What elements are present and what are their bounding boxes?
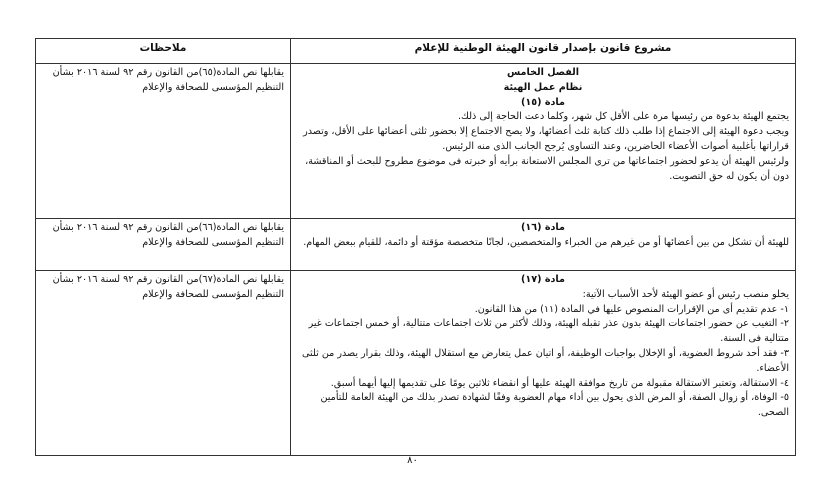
article-title: مادة (١٦) bbox=[521, 222, 565, 233]
article-paragraph: ويجب دعوة الهيئة إلى الاجتماع إذا طلب ذلك كتابة ثلث أعضائها، ولا يصح الاجتماع إلا بحضور ثلثى أعضائها على الأقل، وتصدر قراراتها بأغلبية أصوات الأعضاء الحاضرين، وعند التساوى يُرجح الجانب الذى منه الرئيس. bbox=[303, 126, 789, 152]
article-paragraph: يجتمع الهيئة بدعوة من رئيسها مرة على الأقل كل شهر، وكلما دعت الحاجة إلى ذلك. bbox=[458, 111, 789, 123]
list-item: ٢- التغيب عن حضور اجتماعات الهيئة بدون عذر تقبله الهيئة، وذلك لأكثر من ثلاث اجتماعات متتالية، أو خمس اجتماعات غير متتالية فى السنة. bbox=[308, 318, 789, 345]
note-cell: يقابلها نص المادة(٦٧)من القانون رقم ٩٢ لسنة ٢٠١٦ بشأن التنظيم المؤسسى للصحافة والإعلام bbox=[36, 271, 291, 456]
list-item: ١- عدم تقديم أى من الإقرارات المنصوص عليها في المادة (١١) من هذا القانون. bbox=[474, 303, 789, 315]
article-cell bbox=[291, 64, 796, 219]
table-row bbox=[36, 64, 796, 219]
section-title: نظام عمل الهيئة bbox=[503, 81, 583, 93]
chapter-title: الفصل الخامس bbox=[506, 67, 580, 78]
list-item: ٣- فقد أحد شروط العضوية، أو الإخلال بواجبات الوظيفة، أو اتيان عمل يتعارض مع استقلال الهيئة، وذلك بقرار يصدر من ثلثى الأعضاء. bbox=[302, 347, 789, 374]
article-cell bbox=[291, 219, 796, 271]
notes-column-header: ملاحظات bbox=[36, 39, 291, 64]
article-paragraph: ولرئيس الهيئة أن يدعو لحضور اجتماعاتها من ترى المجلس الاستعانة برأيه أو خبرته فى موضوع مطروح للبحث أو المناقشة، دون أن يكون له حق التصويت. bbox=[305, 155, 789, 182]
table-row bbox=[36, 219, 796, 271]
article-paragraph: للهيئة أن تشكل من بين أعضائها أو من غيرهم من الخبراء والمتخصصين، لجانًا متخصصة مؤقتة أو دائمة، للقيام ببعض المهام. bbox=[303, 236, 789, 248]
table-header-row bbox=[36, 39, 796, 64]
note-cell: يقابلها نص المادة(٦٦)من القانون رقم ٩٢ لسنة ٢٠١٦ بشأن التنظيم المؤسسى للصحافة والإعلام bbox=[36, 219, 291, 271]
table-row bbox=[36, 271, 796, 456]
comparison-table bbox=[35, 38, 796, 456]
article-intro: يخلو منصب رئيس أو عضو الهيئة لأحد الأسباب الآتية: bbox=[582, 288, 789, 300]
article-cell bbox=[291, 271, 796, 456]
main-column-header: مشروع قانون بإصدار قانون الهيئة الوطنية للإعلام bbox=[291, 39, 796, 64]
article-title: مادة (١٧) bbox=[521, 274, 565, 285]
article-title: مادة (١٥) bbox=[521, 96, 565, 108]
note-cell: يقابلها نص المادة(٦٥)من القانون رقم ٩٢ لسنة ٢٠١٦ بشأن التنظيم المؤسسى للصحافة والإعلام bbox=[36, 64, 291, 219]
page-number: ٨٠ bbox=[407, 455, 418, 466]
list-item: ٤- الاستقالة، وتعتبر الاستقالة مقبولة من تاريخ موافقة الهيئة عليها أو انقضاء ثلاثين يومًا على تقديمها إليها أيهما أسبق. bbox=[330, 377, 789, 389]
list-item: ٥- الوفاة، أو زوال الصفة، أو المرض الذى يحول بين أداء مهام العضوية وفقًا لشهادة تصدر بذلك من الهيئة العامة للتأمين الصحى. bbox=[320, 392, 789, 419]
